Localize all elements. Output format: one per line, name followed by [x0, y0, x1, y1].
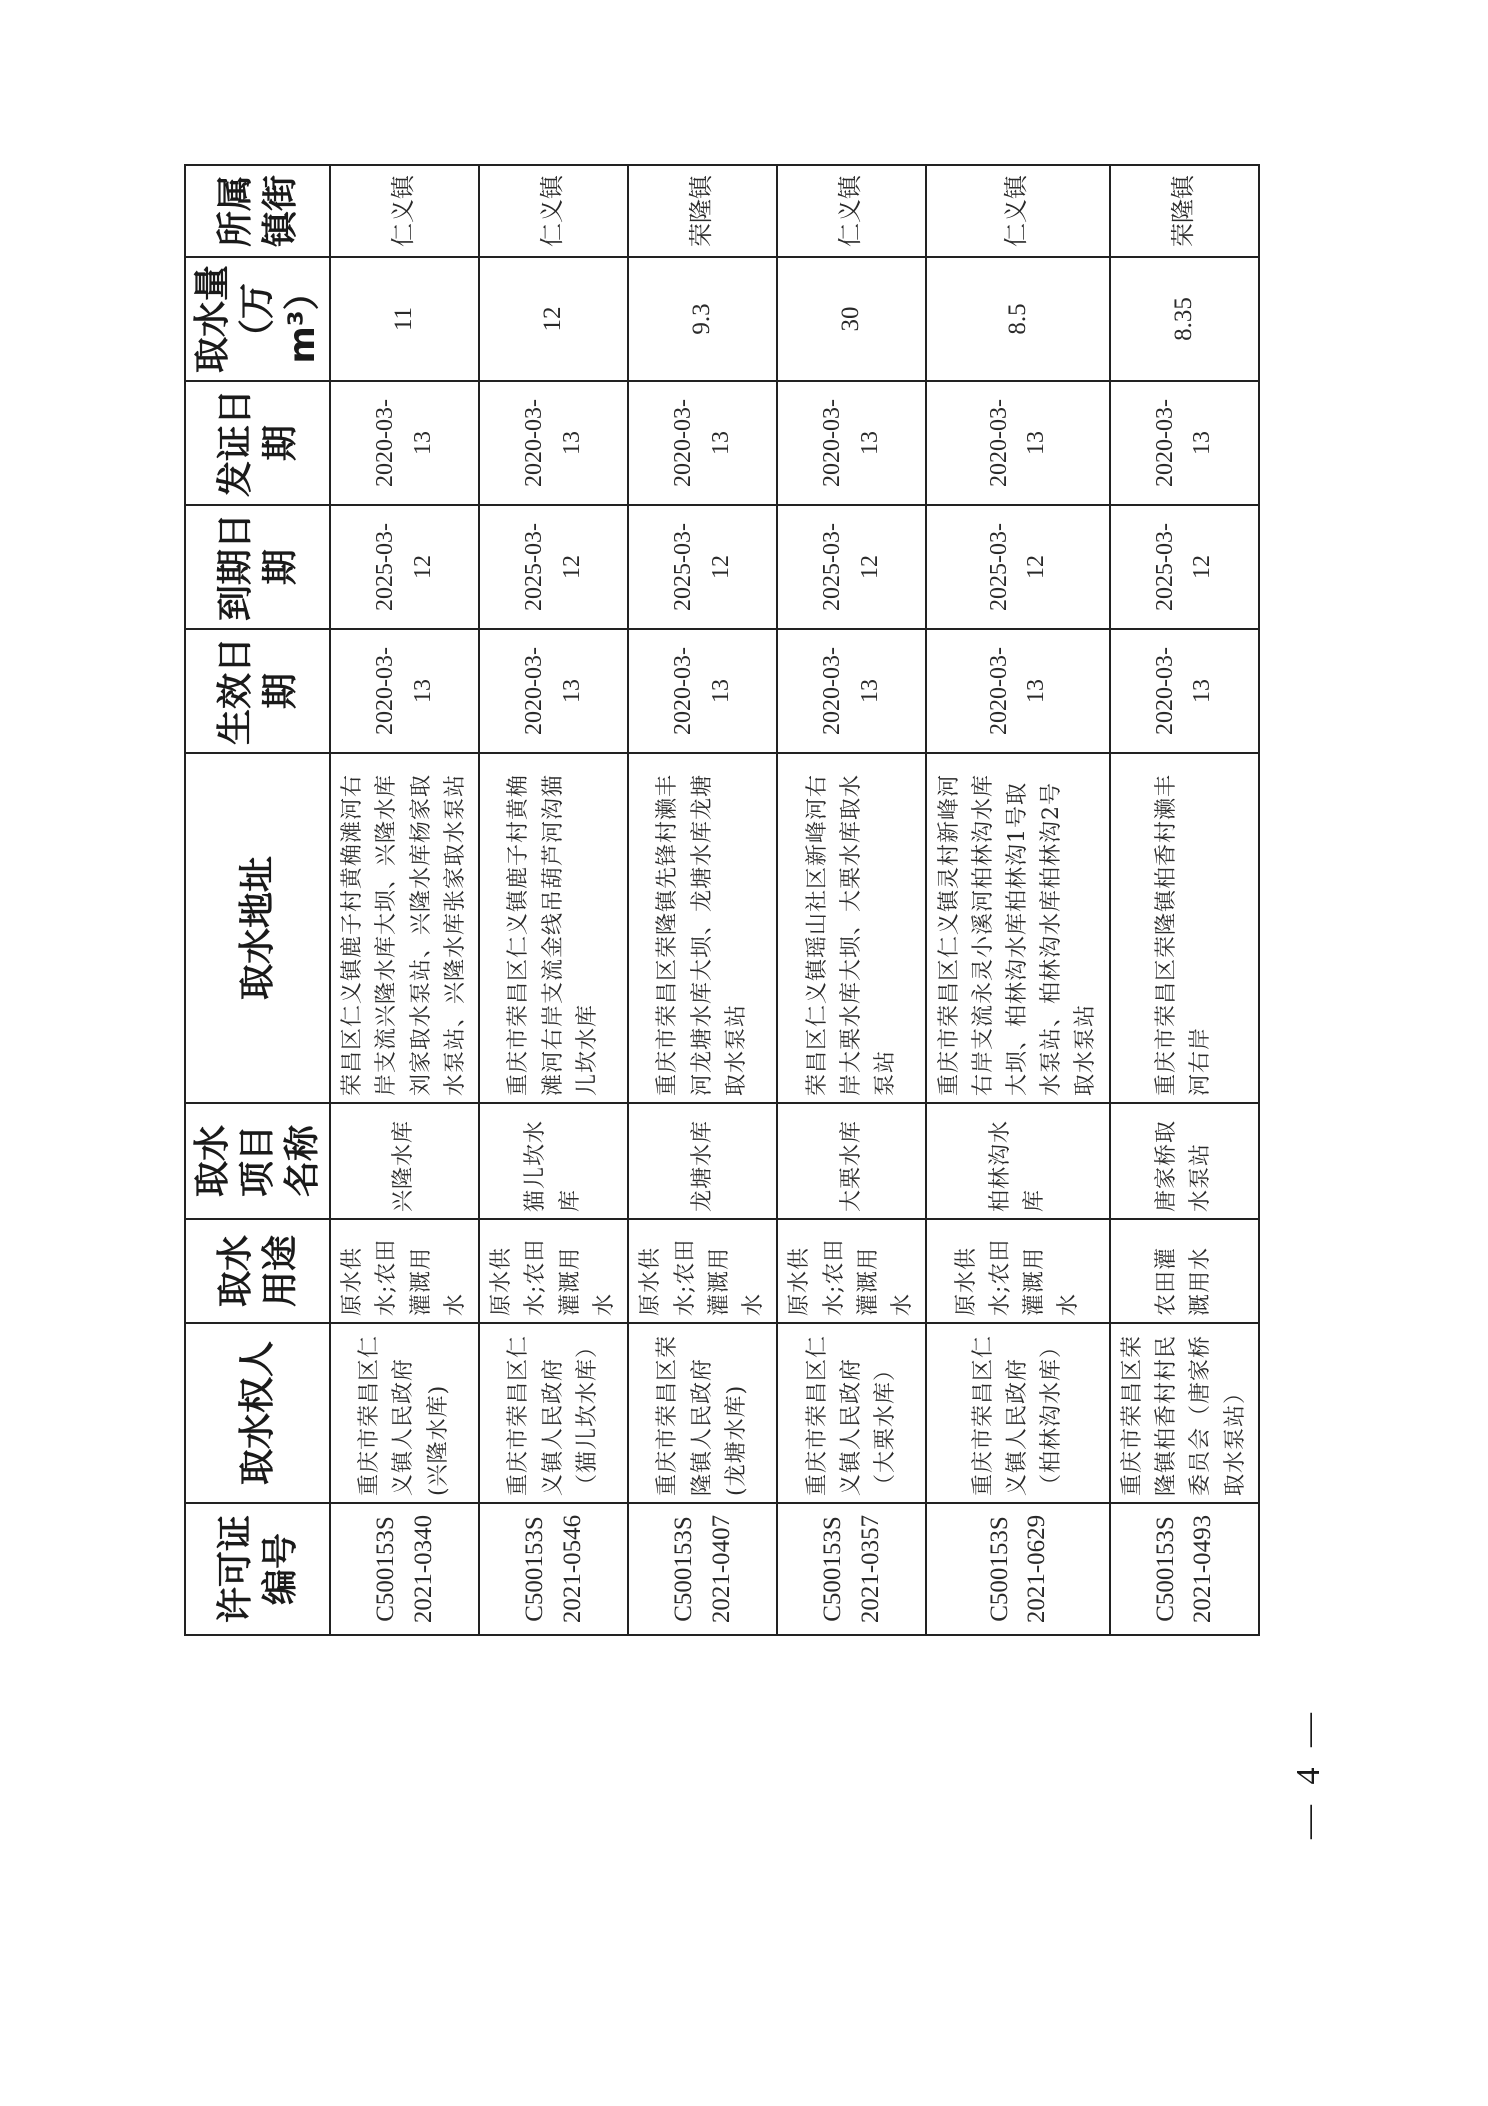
- header-town: 所属镇街: [185, 165, 330, 257]
- cell-volume: 8.5: [926, 257, 1110, 381]
- cell-use: 原水供水;农田灌溉用水: [777, 1219, 926, 1323]
- cell-use: 原水供水;农田灌溉用水: [926, 1219, 1110, 1323]
- header-holder: 取水权人: [185, 1323, 330, 1503]
- cell-holder: 重庆市荣昌区仁义镇人民政府(兴隆水库): [330, 1323, 479, 1503]
- cell-issued: 2020-03-13: [330, 381, 479, 505]
- cell-town: 荣隆镇: [628, 165, 777, 257]
- cell-issued: 2020-03-13: [1110, 381, 1259, 505]
- cell-town: 仁义镇: [777, 165, 926, 257]
- cell-holder: 重庆市荣昌区仁义镇人民政府（猫儿坎水库）: [479, 1323, 628, 1503]
- cell-address: 重庆市荣昌区仁义镇鹿子村黄桷滩河右岸支流金线吊葫芦河沟猫儿坎水库: [479, 753, 628, 1103]
- cell-town: 仁义镇: [479, 165, 628, 257]
- cell-volume: 11: [330, 257, 479, 381]
- cell-license-no: C500153S2021-0357: [777, 1503, 926, 1635]
- cell-issued: 2020-03-13: [926, 381, 1110, 505]
- cell-issued: 2020-03-13: [628, 381, 777, 505]
- cell-volume: 9.3: [628, 257, 777, 381]
- table-row: [777, 165, 926, 1635]
- cell-project: 柏林沟水库: [926, 1103, 1110, 1219]
- cell-issued: 2020-03-13: [777, 381, 926, 505]
- header-expiry: 到期日期: [185, 505, 330, 629]
- cell-license-no: C500153S2021-0546: [479, 1503, 628, 1635]
- cell-effective: 2020-03-13: [330, 629, 479, 753]
- cell-project: 猫儿坎水库: [479, 1103, 628, 1219]
- table-row: [628, 165, 777, 1635]
- cell-expiry: 2025-03-12: [479, 505, 628, 629]
- cell-expiry: 2025-03-12: [628, 505, 777, 629]
- cell-license-no: C500153S2021-0407: [628, 1503, 777, 1635]
- header-license-no: 许可证编号: [185, 1503, 330, 1635]
- cell-town: 荣隆镇: [1110, 165, 1259, 257]
- cell-effective: 2020-03-13: [926, 629, 1110, 753]
- cell-address: 重庆市荣昌区仁义镇灵村新峰河右岸支流永灵小溪河柏林沟水库大坝、柏林沟水库柏林沟1号取水泵站、柏林沟水库柏林沟2号取水泵站: [926, 753, 1110, 1103]
- cell-town: 仁义镇: [926, 165, 1110, 257]
- cell-issued: 2020-03-13: [479, 381, 628, 505]
- cell-license-no: C500153S2021-0493: [1110, 1503, 1259, 1635]
- cell-address: 荣昌区仁义镇瑶山社区新峰河右岸大栗水库大坝、大栗水库取水泵站: [777, 753, 926, 1103]
- cell-use: 原水供水;农田灌溉用水: [330, 1219, 479, 1323]
- cell-expiry: 2025-03-12: [330, 505, 479, 629]
- cell-project: 唐家桥取水泵站: [1110, 1103, 1259, 1219]
- header-effective: 生效日期: [185, 629, 330, 753]
- cell-project: 大栗水库: [777, 1103, 926, 1219]
- cell-volume: 8.35: [1110, 257, 1259, 381]
- cell-project: 龙塘水库: [628, 1103, 777, 1219]
- water-permit-table: [184, 164, 1260, 1636]
- cell-effective: 2020-03-13: [1110, 629, 1259, 753]
- table-row: [1110, 165, 1259, 1635]
- cell-effective: 2020-03-13: [777, 629, 926, 753]
- cell-use: 原水供水;农田灌溉用水: [479, 1219, 628, 1323]
- cell-address: 重庆市荣昌区荣隆镇柏香村濑丰河右岸: [1110, 753, 1259, 1103]
- cell-effective: 2020-03-13: [628, 629, 777, 753]
- table-row: [479, 165, 628, 1635]
- cell-volume: 12: [479, 257, 628, 381]
- cell-address: 重庆市荣昌区荣隆镇先锋村濑丰河龙塘水库大坝、龙塘水库龙塘取水泵站: [628, 753, 777, 1103]
- cell-town: 仁义镇: [330, 165, 479, 257]
- table-header-row: [185, 165, 330, 1635]
- header-address: 取水地址: [185, 753, 330, 1103]
- page-number: — 4 —: [1290, 1707, 1327, 1839]
- cell-holder: 重庆市荣昌区荣隆镇柏香村村民委员会（唐家桥取水泵站）: [1110, 1323, 1259, 1503]
- header-volume: 取水量（万m³）: [185, 257, 330, 381]
- cell-address: 荣昌区仁义镇鹿子村黄桷滩河右岸支流兴隆水库大坝、兴隆水库刘家取水泵站、兴隆水库杨家取水泵站、兴隆水库张家取水泵站: [330, 753, 479, 1103]
- cell-holder: 重庆市荣昌区仁义镇人民政府（柏林沟水库）: [926, 1323, 1110, 1503]
- header-issued: 发证日期: [185, 381, 330, 505]
- table-row: [926, 165, 1110, 1635]
- cell-holder: 重庆市荣昌区荣隆镇人民政府(龙塘水库): [628, 1323, 777, 1503]
- cell-volume: 30: [777, 257, 926, 381]
- cell-license-no: C500153S2021-0629: [926, 1503, 1110, 1635]
- cell-expiry: 2025-03-12: [926, 505, 1110, 629]
- cell-expiry: 2025-03-12: [1110, 505, 1259, 629]
- header-use: 取水用途: [185, 1219, 330, 1323]
- cell-license-no: C500153S2021-0340: [330, 1503, 479, 1635]
- rotated-table-container: [184, 166, 1260, 1636]
- cell-use: 原水供水;农田灌溉用水: [628, 1219, 777, 1323]
- header-project: 取水项目名称: [185, 1103, 330, 1219]
- cell-holder: 重庆市荣昌区仁义镇人民政府（大栗水库）: [777, 1323, 926, 1503]
- cell-project: 兴隆水库: [330, 1103, 479, 1219]
- cell-use: 农田灌溉用水: [1110, 1219, 1259, 1323]
- table-row: [330, 165, 479, 1635]
- cell-effective: 2020-03-13: [479, 629, 628, 753]
- cell-expiry: 2025-03-12: [777, 505, 926, 629]
